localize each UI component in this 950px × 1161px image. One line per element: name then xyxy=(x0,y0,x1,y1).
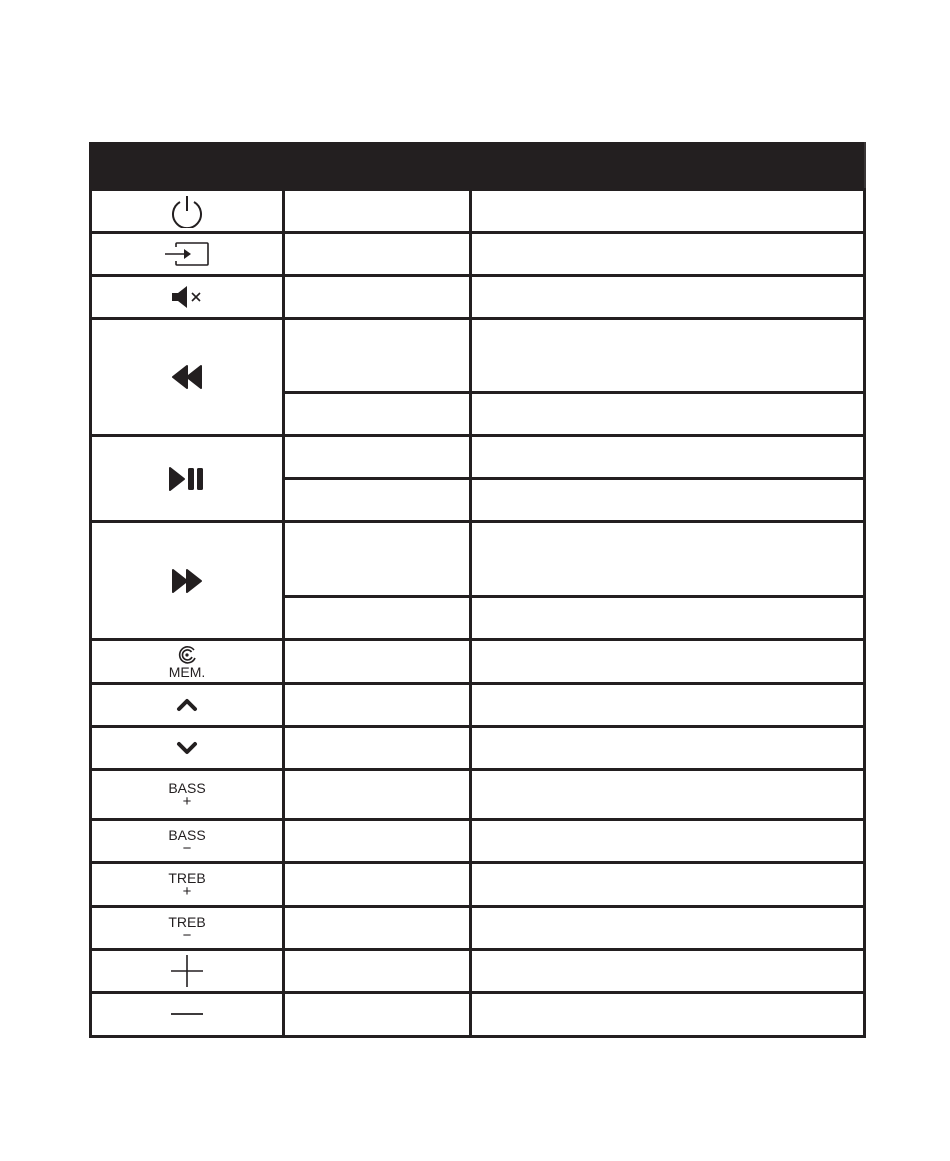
table-row xyxy=(91,907,865,950)
description-cell xyxy=(471,727,865,770)
button-cell xyxy=(91,993,284,1037)
header-cell-function xyxy=(284,142,471,190)
description-cell xyxy=(471,597,865,640)
button-cell xyxy=(91,727,284,770)
function-cell xyxy=(284,684,471,727)
description-cell xyxy=(471,276,865,319)
chevron-up-icon xyxy=(175,697,199,713)
description-cell xyxy=(471,950,865,993)
description-cell xyxy=(471,684,865,727)
chevron-down-icon xyxy=(175,740,199,756)
table-row xyxy=(91,436,865,479)
description-cell xyxy=(471,993,865,1037)
function-cell xyxy=(284,727,471,770)
description-cell xyxy=(471,319,865,393)
button-cell xyxy=(91,522,284,640)
table-row xyxy=(91,950,865,993)
table-row xyxy=(91,993,865,1037)
minus-icon xyxy=(169,1009,205,1019)
table-row xyxy=(91,190,865,233)
function-cell xyxy=(284,522,471,597)
function-cell xyxy=(284,820,471,863)
bass-plus-sign: + xyxy=(182,793,192,810)
table-row xyxy=(91,820,865,863)
button-cell xyxy=(91,190,284,233)
function-cell xyxy=(284,393,471,436)
function-cell xyxy=(284,770,471,820)
function-cell xyxy=(284,907,471,950)
button-cell xyxy=(91,319,284,436)
table-row xyxy=(91,863,865,907)
description-cell xyxy=(471,479,865,522)
description-cell xyxy=(471,436,865,479)
table-header-row xyxy=(91,142,865,190)
table-row xyxy=(91,640,865,684)
function-cell xyxy=(284,597,471,640)
description-cell xyxy=(471,640,865,684)
power-icon xyxy=(169,194,205,228)
function-cell xyxy=(284,640,471,684)
remote-key-table xyxy=(89,142,866,1038)
function-cell xyxy=(284,436,471,479)
mem-label: MEM. xyxy=(168,663,206,680)
bass-minus-sign: − xyxy=(182,839,192,857)
table-row xyxy=(91,319,865,393)
play-pause-icon xyxy=(167,466,207,492)
function-cell xyxy=(284,950,471,993)
rewind-icon xyxy=(170,364,204,390)
function-cell xyxy=(284,319,471,393)
button-cell xyxy=(91,684,284,727)
treb-minus-sign: − xyxy=(182,926,192,944)
description-cell xyxy=(471,393,865,436)
table-row xyxy=(91,233,865,276)
description-cell xyxy=(471,820,865,863)
header-cell-button xyxy=(91,142,284,190)
treb-plus-sign: + xyxy=(182,883,192,900)
bass-minus-label: BASS xyxy=(168,826,206,843)
plus-icon xyxy=(169,953,205,989)
button-cell xyxy=(91,233,284,276)
description-cell xyxy=(471,522,865,597)
memory-icon xyxy=(176,645,198,665)
button-cell xyxy=(91,863,284,907)
button-cell xyxy=(91,640,284,684)
button-cell xyxy=(91,436,284,522)
table-row xyxy=(91,276,865,319)
treb-minus-label: TREB xyxy=(168,913,206,930)
function-cell xyxy=(284,479,471,522)
input-source-icon xyxy=(164,241,210,267)
description-cell xyxy=(471,907,865,950)
function-cell xyxy=(284,993,471,1037)
function-cell xyxy=(284,233,471,276)
description-cell xyxy=(471,770,865,820)
table-row xyxy=(91,522,865,597)
description-cell xyxy=(471,233,865,276)
mute-icon xyxy=(170,285,204,309)
header-cell-description xyxy=(471,142,865,190)
fast-forward-icon xyxy=(170,568,204,594)
function-cell xyxy=(284,190,471,233)
button-cell xyxy=(91,276,284,319)
button-cell xyxy=(91,950,284,993)
button-cell xyxy=(91,820,284,863)
table-row xyxy=(91,770,865,820)
description-cell xyxy=(471,863,865,907)
description-cell xyxy=(471,190,865,233)
button-cell xyxy=(91,907,284,950)
button-cell xyxy=(91,770,284,820)
bass-plus-label: BASS xyxy=(168,780,206,796)
function-cell xyxy=(284,863,471,907)
table-row xyxy=(91,727,865,770)
table-row xyxy=(91,684,865,727)
treb-plus-label: TREB xyxy=(168,870,206,886)
function-cell xyxy=(284,276,471,319)
